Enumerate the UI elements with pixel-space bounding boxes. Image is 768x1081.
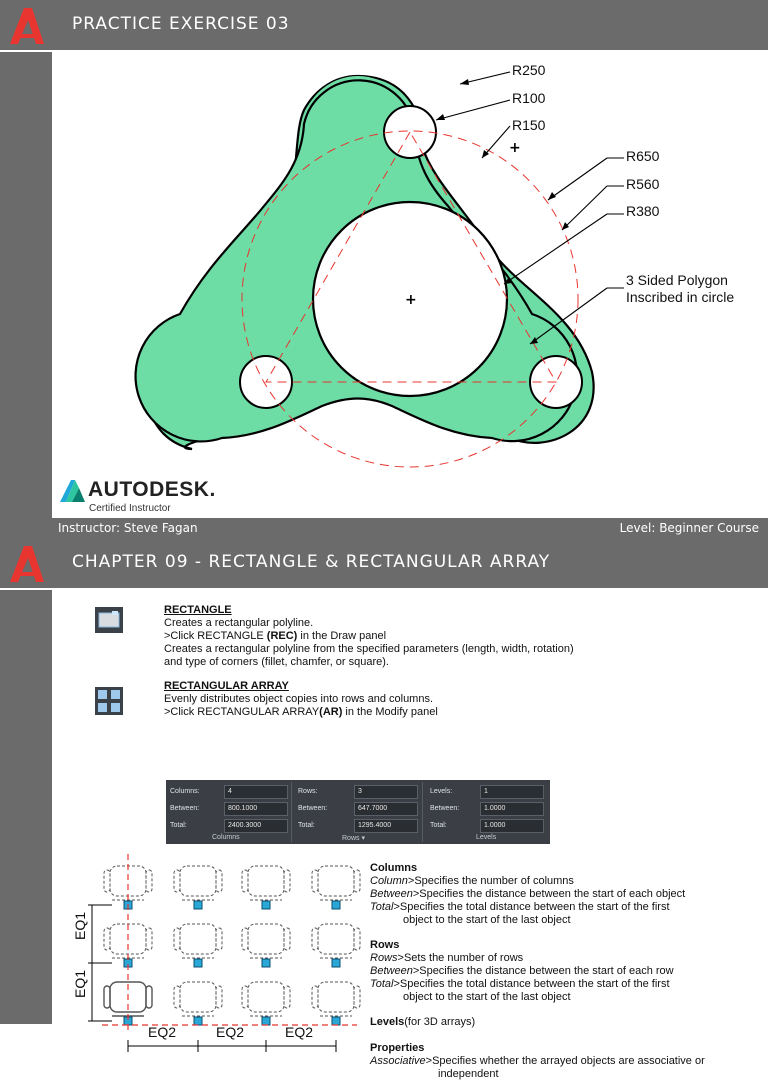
slide-title: CHAPTER 09 - RECTANGLE & RECTANGULAR ARRAY	[72, 552, 551, 572]
rows-count-field[interactable]: 3	[354, 785, 418, 799]
properties-heading: Properties	[370, 1042, 425, 1054]
associative-term: Associative	[370, 1055, 426, 1067]
columns-between-field[interactable]: 800.1000	[224, 802, 288, 816]
levels-group-label: Levels	[476, 834, 497, 841]
autocad-logo	[0, 0, 52, 52]
levels-count-row	[428, 784, 548, 800]
columns-count-row	[168, 784, 290, 800]
callout-r100: R100	[512, 90, 546, 106]
autodesk-wordmark: AUTODESK.	[88, 478, 216, 501]
slide-footer	[0, 518, 768, 538]
slide-title-bar	[52, 0, 768, 52]
rows-group-dropdown[interactable]: Rows ▾	[342, 835, 365, 842]
row-total-definition-cont: object to the start of the last object	[403, 991, 571, 1003]
eq2-label-1: EQ2	[148, 1024, 177, 1040]
total-definition: >Specifies the total distance between the start of the first	[393, 901, 670, 913]
rectangle-line2	[164, 630, 574, 643]
array-heading: RECTANGULAR ARRAY	[164, 680, 289, 692]
associative-definition-cont: independent	[438, 1068, 499, 1080]
levels-explanation	[370, 1016, 475, 1029]
columns-count-label: Columns:	[170, 788, 200, 795]
rows-definition: >Sets the number of rows	[397, 952, 524, 964]
column-definition: >Specifies the number of columns	[407, 875, 574, 887]
levels-count-field[interactable]: 1	[480, 785, 544, 799]
callout-polygon-line2: Inscribed in circle	[626, 289, 735, 305]
eq2-label-2: EQ2	[216, 1024, 245, 1040]
rectangle-line3: Creates a rectangular polyline from the specified parameters (length, width, rotation)	[164, 643, 574, 655]
row-between-term: Between	[370, 965, 413, 977]
eq1-label-top: EQ1	[72, 911, 89, 941]
array-object	[174, 866, 222, 909]
array-section	[164, 680, 438, 719]
rows-count-label: Rows:	[298, 788, 318, 795]
between-term: Between	[370, 888, 413, 900]
svg-text:+: +	[509, 140, 521, 156]
columns-total-row	[168, 818, 290, 834]
rectangle-line1: Creates a rectangular polyline.	[164, 617, 314, 629]
array-shortcut: (AR)	[319, 706, 343, 718]
columns-between-label: Between:	[170, 805, 200, 812]
ribbon-divider	[422, 782, 423, 842]
array-object	[242, 982, 290, 1025]
level-label: Level: Beginner Course	[619, 521, 759, 535]
rows-heading: Rows	[370, 939, 400, 951]
column-term: Column	[370, 875, 408, 887]
callout-polygon-line1: 3 Sided Polygon	[626, 272, 728, 288]
total-definition-cont: object to the start of the last object	[403, 914, 571, 926]
properties-explanation	[370, 1042, 705, 1081]
autocad-logo	[0, 538, 52, 590]
levels-between-row	[428, 801, 548, 817]
autocad-a-icon	[0, 0, 52, 52]
slide-chapter-09	[0, 538, 768, 1080]
instructor-label: Instructor: Steve Fagan	[58, 521, 198, 535]
array-line2	[164, 706, 438, 719]
between-definition: >Specifies the distance between the start of each object	[412, 888, 686, 900]
array-diagram	[82, 854, 362, 1080]
rows-total-label: Total:	[298, 822, 315, 829]
autodesk-logo-icon	[58, 476, 86, 504]
array-line2-suffix: in the Modify panel	[342, 706, 438, 718]
rows-term: Rows	[370, 952, 398, 964]
slide-sidebar	[0, 0, 52, 518]
columns-explanation	[370, 862, 685, 927]
associative-definition: >Specifies whether the arrayed objects are associative or	[425, 1055, 705, 1067]
autodesk-certified-logo	[56, 474, 226, 518]
array-object	[312, 866, 360, 909]
slide-title: PRACTICE EXERCISE 03	[72, 14, 290, 34]
rows-total-row	[296, 818, 420, 834]
array-line2-text: >Click RECTANGULAR ARRAY	[164, 706, 320, 718]
rectangle-line2-suffix: in the Draw panel	[297, 630, 387, 642]
callout-r150: R150	[512, 117, 546, 133]
callout-r380: R380	[626, 203, 660, 219]
eq2-label-3: EQ2	[285, 1024, 314, 1040]
svg-text:+: +	[405, 292, 417, 308]
rows-between-row	[296, 801, 420, 817]
array-object	[242, 924, 290, 967]
rectangle-line4: and type of corners (fillet, chamfer, or square).	[164, 656, 389, 668]
array-ribbon-panel	[166, 780, 550, 844]
rectangle-heading: RECTANGLE	[164, 604, 232, 616]
row-total-term: Total	[370, 978, 394, 990]
slide-title-bar	[52, 538, 768, 590]
row-between-definition: >Specifies the distance between the start of each row	[412, 965, 674, 977]
rectangle-shortcut: (REC)	[266, 630, 298, 642]
levels-count-label: Levels:	[430, 788, 453, 795]
rectangle-tool-icon	[94, 606, 124, 634]
array-line1: Evenly distributes object copies into rows and columns.	[164, 693, 434, 705]
rows-total-field[interactable]: 1295.4000	[354, 819, 418, 833]
array-object	[242, 866, 290, 909]
eq1-label-bottom: EQ1	[72, 969, 89, 999]
ribbon-divider	[291, 782, 292, 842]
columns-total-label: Total:	[170, 822, 187, 829]
columns-heading: Columns	[370, 862, 418, 874]
certified-instructor-label: Certified Instructor	[89, 503, 171, 514]
rows-explanation	[370, 939, 674, 1004]
autocad-a-icon	[0, 538, 52, 590]
drawing-area	[52, 54, 768, 518]
rows-count-row	[296, 784, 420, 800]
columns-count-field[interactable]: 4	[224, 785, 288, 799]
levels-total-field[interactable]: 1.0000	[480, 819, 544, 833]
array-object	[312, 982, 360, 1025]
levels-total-label: Total:	[430, 822, 447, 829]
levels-between-label: Between:	[430, 805, 460, 812]
slide-practice-exercise	[0, 0, 768, 518]
rectangle-section	[164, 604, 574, 669]
rectangular-array-icon	[94, 686, 124, 716]
array-object	[174, 924, 222, 967]
row-total-definition: >Specifies the total distance between the start of the first	[393, 978, 670, 990]
columns-total-field[interactable]: 2400.3000	[224, 819, 288, 833]
array-object	[312, 924, 360, 967]
columns-group-label: Columns	[212, 834, 240, 841]
levels-between-field[interactable]: 1.0000	[480, 802, 544, 816]
chapter-content	[52, 592, 768, 1080]
total-term: Total	[370, 901, 394, 913]
rows-between-label: Between:	[298, 805, 328, 812]
levels-heading: Levels	[370, 1016, 405, 1028]
slide-sidebar	[0, 538, 52, 1024]
array-object	[174, 982, 222, 1025]
rows-between-field[interactable]: 647.7000	[354, 802, 418, 816]
levels-note: (for 3D arrays)	[404, 1016, 476, 1028]
columns-between-row	[168, 801, 290, 817]
callout-r650: R650	[626, 148, 660, 164]
callout-r560: R560	[626, 176, 660, 192]
rectangle-line2-text: >Click RECTANGLE	[164, 630, 267, 642]
callout-r250: R250	[512, 62, 546, 78]
callout-polygon	[626, 272, 734, 306]
levels-total-row	[428, 818, 548, 834]
